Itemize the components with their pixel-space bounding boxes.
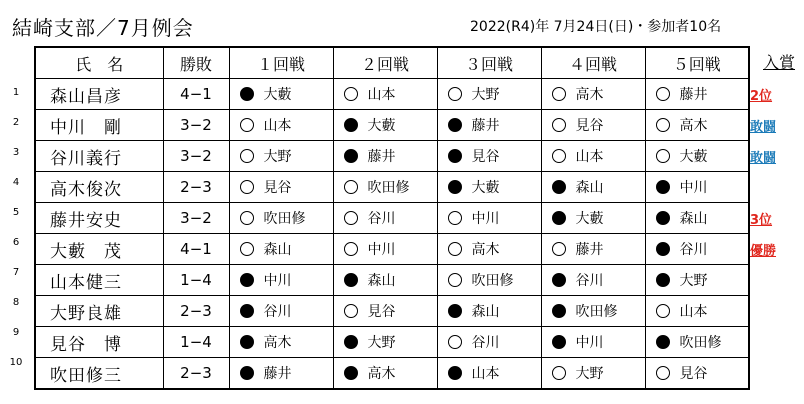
round-result <box>229 79 333 110</box>
win-loss: 3−2 <box>163 203 229 234</box>
header-rank: 入賞 <box>763 53 796 72</box>
round-result <box>333 172 437 203</box>
win-mark-icon <box>344 366 358 380</box>
win-mark-icon <box>552 180 566 194</box>
round-result <box>645 358 749 390</box>
opponent-name: 藤井 <box>263 366 292 382</box>
win-loss: 2−3 <box>163 358 229 390</box>
opponent-name: 谷川 <box>575 273 604 289</box>
loss-mark-icon <box>656 149 670 163</box>
opponent-name: 大野 <box>263 149 292 165</box>
loss-mark-icon <box>344 242 358 256</box>
opponent-name: 谷川 <box>471 335 500 351</box>
round-result <box>541 110 645 141</box>
round-result <box>645 110 749 141</box>
opponent-name: 大藪 <box>575 211 604 227</box>
opponent-name: 中川 <box>367 242 396 258</box>
round-result <box>437 327 541 358</box>
round-result <box>333 79 437 110</box>
player-name: 大野良雄 <box>35 296 163 327</box>
row-number: 1 <box>12 87 20 98</box>
win-loss: 3−2 <box>163 110 229 141</box>
win-mark-icon <box>240 304 254 318</box>
round-result <box>437 110 541 141</box>
win-mark-icon <box>240 366 254 380</box>
round-result <box>229 327 333 358</box>
opponent-name: 見谷 <box>679 366 708 382</box>
round-result <box>645 265 749 296</box>
loss-mark-icon <box>448 273 462 287</box>
row-number: 2 <box>12 117 20 128</box>
loss-mark-icon <box>344 87 358 101</box>
opponent-name: 山本 <box>263 118 292 134</box>
loss-mark-icon <box>552 149 566 163</box>
win-mark-icon <box>240 335 254 349</box>
loss-mark-icon <box>448 211 462 225</box>
page-title: 結崎支部／7月例会 <box>12 16 194 40</box>
table-row <box>35 296 749 327</box>
row-number: 9 <box>12 327 20 338</box>
opponent-name: 中川 <box>679 180 708 196</box>
loss-mark-icon <box>552 242 566 256</box>
loss-mark-icon <box>656 87 670 101</box>
loss-mark-icon <box>344 304 358 318</box>
rank-badge: 敢闘 <box>750 120 777 135</box>
win-mark-icon <box>448 149 462 163</box>
win-loss: 3−2 <box>163 141 229 172</box>
loss-mark-icon <box>240 211 254 225</box>
round-result <box>229 203 333 234</box>
round-result <box>541 203 645 234</box>
loss-mark-icon <box>448 335 462 349</box>
table-row <box>35 265 749 296</box>
round-result <box>229 172 333 203</box>
win-mark-icon <box>344 149 358 163</box>
opponent-name: 藤井 <box>367 149 396 165</box>
loss-mark-icon <box>448 242 462 256</box>
round-result <box>541 296 645 327</box>
opponent-name: 高木 <box>471 242 500 258</box>
win-mark-icon <box>448 304 462 318</box>
opponent-name: 谷川 <box>679 242 708 258</box>
header-round-3: ３回戦 <box>437 47 541 79</box>
opponent-name: 吹田修 <box>679 335 722 351</box>
round-result <box>437 296 541 327</box>
row-numbers <box>0 78 32 378</box>
opponent-name: 大野 <box>367 335 396 351</box>
table-row <box>35 79 749 110</box>
win-mark-icon <box>344 273 358 287</box>
opponent-name: 大藪 <box>367 118 396 134</box>
opponent-name: 森山 <box>679 211 708 227</box>
round-result <box>333 296 437 327</box>
round-result <box>333 265 437 296</box>
loss-mark-icon <box>552 366 566 380</box>
round-result <box>333 234 437 265</box>
win-mark-icon <box>344 118 358 132</box>
loss-mark-icon <box>656 118 670 132</box>
opponent-name: 大野 <box>575 366 604 382</box>
opponent-name: 高木 <box>575 87 604 103</box>
round-result <box>645 79 749 110</box>
table-row <box>35 203 749 234</box>
round-result <box>437 203 541 234</box>
opponent-name: 森山 <box>367 273 396 289</box>
header-row <box>35 47 749 79</box>
rank-badge: 優勝 <box>750 244 777 259</box>
round-result <box>541 234 645 265</box>
win-mark-icon <box>448 366 462 380</box>
opponent-name: 大藪 <box>263 87 292 103</box>
round-result <box>541 79 645 110</box>
win-mark-icon <box>656 180 670 194</box>
round-result <box>437 358 541 390</box>
win-loss: 2−3 <box>163 172 229 203</box>
win-loss: 1−4 <box>163 265 229 296</box>
round-result <box>541 141 645 172</box>
opponent-name: 山本 <box>575 149 604 165</box>
loss-mark-icon <box>552 118 566 132</box>
row-number: 6 <box>12 237 20 248</box>
loss-mark-icon <box>448 87 462 101</box>
loss-mark-icon <box>240 180 254 194</box>
round-result <box>645 327 749 358</box>
round-result <box>541 327 645 358</box>
round-result <box>333 358 437 390</box>
opponent-name: 中川 <box>471 211 500 227</box>
opponent-name: 高木 <box>263 335 292 351</box>
loss-mark-icon <box>240 149 254 163</box>
opponent-name: 見谷 <box>471 149 500 165</box>
win-loss: 4−1 <box>163 79 229 110</box>
header-wl: 勝敗 <box>163 47 229 79</box>
player-name: 吹田修三 <box>35 358 163 390</box>
header-name: 氏 名 <box>35 47 163 79</box>
round-result <box>229 265 333 296</box>
round-result <box>437 234 541 265</box>
row-number: 5 <box>12 207 20 218</box>
opponent-name: 森山 <box>575 180 604 196</box>
round-result <box>645 141 749 172</box>
round-result <box>229 296 333 327</box>
header-round-4: ４回戦 <box>541 47 645 79</box>
loss-mark-icon <box>656 366 670 380</box>
opponent-name: 大藪 <box>471 180 500 196</box>
player-name: 見谷 博 <box>35 327 163 358</box>
opponent-name: 吹田修 <box>471 273 514 289</box>
win-mark-icon <box>656 273 670 287</box>
row-number: 3 <box>12 147 20 158</box>
loss-mark-icon <box>240 242 254 256</box>
round-result <box>229 358 333 390</box>
player-name: 山本健三 <box>35 265 163 296</box>
table-row <box>35 234 749 265</box>
rank-badge: 敢闘 <box>750 151 777 166</box>
round-result <box>645 172 749 203</box>
round-result <box>645 234 749 265</box>
round-result <box>229 110 333 141</box>
round-result <box>437 265 541 296</box>
win-mark-icon <box>552 335 566 349</box>
player-name: 森山昌彦 <box>35 79 163 110</box>
round-result <box>229 141 333 172</box>
header-round-5: ５回戦 <box>645 47 749 79</box>
win-mark-icon <box>448 180 462 194</box>
win-mark-icon <box>656 335 670 349</box>
opponent-name: 藤井 <box>679 87 708 103</box>
opponent-name: 谷川 <box>263 304 292 320</box>
player-name: 中川 剛 <box>35 110 163 141</box>
round-result <box>437 141 541 172</box>
rank-badge: 3位 <box>750 213 773 228</box>
opponent-name: 森山 <box>263 242 292 258</box>
win-mark-icon <box>552 211 566 225</box>
win-mark-icon <box>552 273 566 287</box>
table-row <box>35 358 749 390</box>
rank-badge: 2位 <box>750 89 773 104</box>
row-number: 10 <box>9 357 23 368</box>
header-round-1: １回戦 <box>229 47 333 79</box>
win-loss: 1−4 <box>163 327 229 358</box>
player-name: 谷川義行 <box>35 141 163 172</box>
opponent-name: 大藪 <box>679 149 708 165</box>
round-result <box>645 203 749 234</box>
opponent-name: 中川 <box>263 273 292 289</box>
player-name: 高木俊次 <box>35 172 163 203</box>
opponent-name: 高木 <box>367 366 396 382</box>
table-row <box>35 110 749 141</box>
opponent-name: 吹田修 <box>575 304 618 320</box>
row-number: 4 <box>12 177 20 188</box>
round-result <box>541 265 645 296</box>
round-result <box>645 296 749 327</box>
round-result <box>229 234 333 265</box>
win-mark-icon <box>240 87 254 101</box>
opponent-name: 山本 <box>471 366 500 382</box>
table-row <box>35 172 749 203</box>
table-row <box>35 141 749 172</box>
round-result <box>333 203 437 234</box>
round-result <box>333 110 437 141</box>
opponent-name: 大野 <box>679 273 708 289</box>
opponent-name: 吹田修 <box>263 211 306 227</box>
opponent-name: 谷川 <box>367 211 396 227</box>
win-mark-icon <box>240 273 254 287</box>
opponent-name: 中川 <box>575 335 604 351</box>
win-loss: 2−3 <box>163 296 229 327</box>
opponent-name: 山本 <box>367 87 396 103</box>
win-mark-icon <box>656 242 670 256</box>
win-mark-icon <box>552 304 566 318</box>
win-mark-icon <box>448 118 462 132</box>
loss-mark-icon <box>656 304 670 318</box>
player-name: 大藪 茂 <box>35 234 163 265</box>
opponent-name: 見谷 <box>367 304 396 320</box>
loss-mark-icon <box>344 211 358 225</box>
opponent-name: 山本 <box>679 304 708 320</box>
loss-mark-icon <box>552 87 566 101</box>
results-table <box>34 46 750 390</box>
loss-mark-icon <box>344 180 358 194</box>
row-number: 8 <box>12 297 20 308</box>
opponent-name: 高木 <box>679 118 708 134</box>
opponent-name: 大野 <box>471 87 500 103</box>
round-result <box>541 358 645 390</box>
opponent-name: 藤井 <box>471 118 500 134</box>
opponent-name: 見谷 <box>575 118 604 134</box>
round-result <box>333 141 437 172</box>
round-result <box>437 172 541 203</box>
round-result <box>437 79 541 110</box>
opponent-name: 吹田修 <box>367 180 410 196</box>
loss-mark-icon <box>240 118 254 132</box>
player-name: 藤井安史 <box>35 203 163 234</box>
row-number: 7 <box>12 267 20 278</box>
win-mark-icon <box>656 211 670 225</box>
header-round-2: ２回戦 <box>333 47 437 79</box>
opponent-name: 藤井 <box>575 242 604 258</box>
opponent-name: 森山 <box>471 304 500 320</box>
win-loss: 4−1 <box>163 234 229 265</box>
table-row <box>35 327 749 358</box>
event-info: 2022(R4)年 7月24日(日)・参加者10名 <box>470 19 722 35</box>
win-mark-icon <box>344 335 358 349</box>
round-result <box>541 172 645 203</box>
opponent-name: 見谷 <box>263 180 292 196</box>
round-result <box>333 327 437 358</box>
